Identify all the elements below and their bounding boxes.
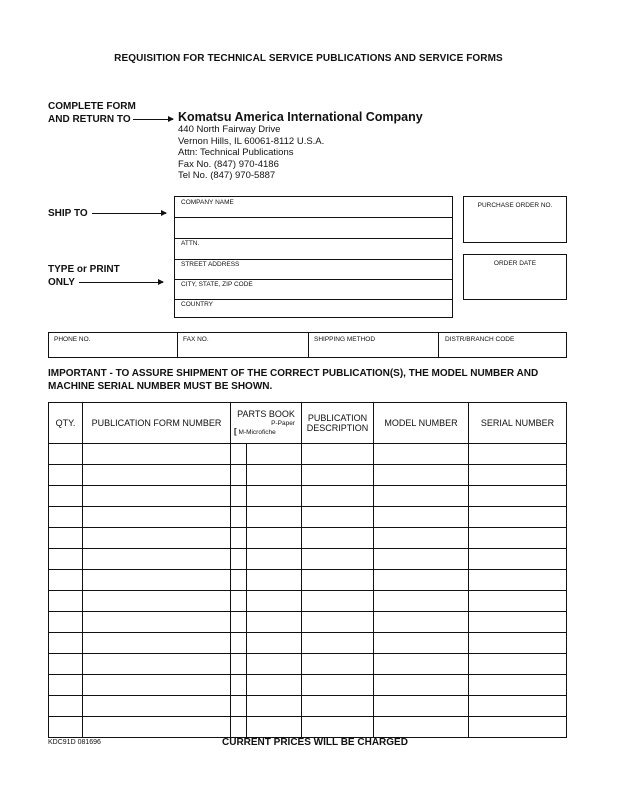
- publication-description-cell[interactable]: [302, 507, 374, 528]
- publication-form-number-header: PUBLICATION FORM NUMBER: [83, 403, 231, 444]
- qty-cell[interactable]: [49, 570, 83, 591]
- company-address: [178, 124, 324, 182]
- field-divider: [175, 299, 452, 300]
- table-row: [49, 717, 567, 738]
- microfiche-cell[interactable]: [247, 591, 302, 612]
- country-field[interactable]: COUNTRY: [181, 301, 214, 308]
- publication-description-header: [302, 403, 374, 444]
- street-address-field[interactable]: STREET ADDRESS: [181, 261, 240, 268]
- paper-cell[interactable]: [231, 675, 247, 696]
- qty-cell[interactable]: [49, 507, 83, 528]
- paper-cell[interactable]: [231, 444, 247, 465]
- shipping-method-field[interactable]: SHIPPING METHOD: [314, 336, 376, 343]
- model-number-cell[interactable]: [374, 549, 469, 570]
- microfiche-cell[interactable]: [247, 444, 302, 465]
- model-number-cell[interactable]: [374, 696, 469, 717]
- table-row: [49, 612, 567, 633]
- paper-cell[interactable]: [231, 717, 247, 738]
- qty-header: QTY.: [49, 403, 83, 444]
- address-line: Fax No. (847) 970-4186: [178, 158, 279, 170]
- publication-form-number-cell[interactable]: [83, 717, 231, 738]
- publication-description-cell[interactable]: [302, 675, 374, 696]
- table-row: [49, 654, 567, 675]
- table-body: [49, 444, 567, 738]
- paper-cell[interactable]: [231, 549, 247, 570]
- microfiche-cell[interactable]: [247, 486, 302, 507]
- microfiche-cell[interactable]: [247, 717, 302, 738]
- bracket-icon: [: [234, 427, 237, 436]
- ship-to-arrow-icon: [92, 213, 166, 214]
- qty-cell[interactable]: [49, 717, 83, 738]
- microfiche-cell[interactable]: [247, 612, 302, 633]
- parts-book-header: [231, 403, 302, 444]
- model-number-cell[interactable]: [374, 654, 469, 675]
- table-row: [49, 549, 567, 570]
- distr-branch-code-field[interactable]: DISTR/BRANCH CODE: [445, 336, 515, 343]
- qty-cell[interactable]: [49, 486, 83, 507]
- city-state-zip-field[interactable]: CITY, STATE, ZIP CODE: [181, 281, 253, 288]
- qty-cell[interactable]: [49, 591, 83, 612]
- paper-cell[interactable]: [231, 570, 247, 591]
- publication-form-number-cell[interactable]: [83, 591, 231, 612]
- model-number-cell[interactable]: [374, 486, 469, 507]
- model-number-cell[interactable]: [374, 633, 469, 654]
- address-line: 440 North Fairway Drive: [178, 124, 281, 135]
- model-number-cell[interactable]: [374, 591, 469, 612]
- publication-form-number-cell[interactable]: [83, 633, 231, 654]
- microfiche-cell[interactable]: [247, 465, 302, 486]
- microfiche-cell[interactable]: [247, 696, 302, 717]
- table-row: [49, 696, 567, 717]
- form-title: REQUISITION FOR TECHNICAL SERVICE PUBLICATIONS AND SERVICE FORMS: [114, 53, 503, 64]
- publication-description-cell[interactable]: [302, 549, 374, 570]
- return-to-label: AND RETURN TO: [48, 114, 131, 125]
- qty-cell[interactable]: [49, 465, 83, 486]
- model-number-cell[interactable]: [374, 612, 469, 633]
- qty-cell[interactable]: [49, 549, 83, 570]
- table-row: [49, 633, 567, 654]
- table-row: [49, 444, 567, 465]
- serial-number-cell[interactable]: [469, 507, 567, 528]
- publication-description-cell[interactable]: [302, 570, 374, 591]
- field-divider: [175, 259, 452, 260]
- microfiche-cell[interactable]: [247, 633, 302, 654]
- qty-cell[interactable]: [49, 654, 83, 675]
- table-row: [49, 486, 567, 507]
- publication-description-cell[interactable]: [302, 486, 374, 507]
- serial-number-cell[interactable]: [469, 444, 567, 465]
- publication-form-number-cell[interactable]: [83, 696, 231, 717]
- qty-cell[interactable]: [49, 675, 83, 696]
- serial-number-cell[interactable]: [469, 528, 567, 549]
- qty-cell[interactable]: [49, 612, 83, 633]
- paper-cell[interactable]: [231, 612, 247, 633]
- table-row: [49, 528, 567, 549]
- important-notice: IMPORTANT - TO ASSURE SHIPMENT OF THE CORRECT PUBLICATION(S), THE MODEL NUMBER AND MACHINE SERIAL NUMBER MUST BE SHOWN.: [48, 368, 539, 392]
- publication-label: PUBLICATION: [307, 413, 368, 423]
- model-number-cell[interactable]: [374, 528, 469, 549]
- serial-number-cell[interactable]: [469, 465, 567, 486]
- publication-form-number-cell[interactable]: [83, 570, 231, 591]
- ship-to-label: SHIP TO: [48, 208, 88, 219]
- paper-cell[interactable]: [231, 528, 247, 549]
- publications-table: [48, 402, 567, 738]
- table-row: [49, 570, 567, 591]
- model-number-cell[interactable]: [374, 465, 469, 486]
- phone-field[interactable]: PHONE NO.: [54, 336, 91, 343]
- type-or-print-label: TYPE or PRINT: [48, 264, 120, 275]
- microfiche-cell[interactable]: [247, 570, 302, 591]
- company-name: Komatsu America International Company: [178, 110, 423, 124]
- type-or-print-arrow-icon: [79, 282, 163, 283]
- address-line: Vernon Hills, IL 60061-8112 U.S.A.: [178, 135, 325, 147]
- paper-cell[interactable]: [231, 465, 247, 486]
- publication-form-number-cell[interactable]: [83, 549, 231, 570]
- publication-description-cell[interactable]: [302, 465, 374, 486]
- field-divider: [308, 333, 309, 357]
- fax-field[interactable]: FAX NO.: [183, 336, 209, 343]
- order-date-label: ORDER DATE: [493, 260, 537, 267]
- microfiche-cell[interactable]: [247, 675, 302, 696]
- publication-form-number-cell[interactable]: [83, 507, 231, 528]
- attn-field[interactable]: ATTN.: [181, 240, 200, 247]
- paper-cell[interactable]: [231, 696, 247, 717]
- prices-note: CURRENT PRICES WILL BE CHARGED: [222, 737, 408, 748]
- parts-book-label: PARTS BOOK: [237, 409, 295, 419]
- publication-form-number-cell[interactable]: [83, 465, 231, 486]
- address-line: Tel No. (847) 970-5887: [178, 170, 276, 181]
- paper-option-label: P-Paper: [271, 420, 295, 427]
- publication-form-number-cell[interactable]: [83, 675, 231, 696]
- return-to-arrow-icon: [133, 119, 173, 120]
- table-row: [49, 591, 567, 612]
- microfiche-cell[interactable]: [247, 507, 302, 528]
- model-number-header: MODEL NUMBER: [374, 403, 469, 444]
- field-divider: [177, 333, 178, 357]
- serial-number-cell[interactable]: [469, 486, 567, 507]
- publication-form-number-cell[interactable]: [83, 654, 231, 675]
- company-name-field[interactable]: COMPANY NAME: [181, 199, 234, 206]
- serial-number-cell[interactable]: [469, 549, 567, 570]
- purchase-order-label: PURCHASE ORDER NO.: [477, 202, 553, 209]
- purchase-order-box[interactable]: [463, 196, 567, 243]
- serial-number-cell[interactable]: [469, 591, 567, 612]
- microfiche-cell[interactable]: [247, 528, 302, 549]
- model-number-cell[interactable]: [374, 507, 469, 528]
- serial-number-cell[interactable]: [469, 654, 567, 675]
- table-header-row: [49, 403, 567, 444]
- publication-description-cell[interactable]: [302, 444, 374, 465]
- field-divider: [438, 333, 439, 357]
- table-row: [49, 675, 567, 696]
- publication-description-cell[interactable]: [302, 717, 374, 738]
- qty-cell[interactable]: [49, 528, 83, 549]
- microfiche-option-label: M-Microfiche: [238, 429, 276, 436]
- publication-description-cell[interactable]: [302, 654, 374, 675]
- address-line: Attn: Technical Publications: [178, 147, 294, 158]
- publication-description-cell[interactable]: [302, 696, 374, 717]
- publication-description-cell[interactable]: [302, 528, 374, 549]
- serial-number-cell[interactable]: [469, 675, 567, 696]
- qty-cell[interactable]: [49, 444, 83, 465]
- serial-number-header: SERIAL NUMBER: [469, 403, 567, 444]
- paper-cell[interactable]: [231, 654, 247, 675]
- paper-cell[interactable]: [231, 591, 247, 612]
- form-code: KDC91D 081696: [48, 739, 101, 746]
- publication-form-number-cell[interactable]: [83, 486, 231, 507]
- contact-info-row: [48, 332, 567, 358]
- serial-number-cell[interactable]: [469, 570, 567, 591]
- serial-number-cell[interactable]: [469, 717, 567, 738]
- model-number-cell[interactable]: [374, 444, 469, 465]
- model-number-cell[interactable]: [374, 717, 469, 738]
- qty-cell[interactable]: [49, 696, 83, 717]
- model-number-cell[interactable]: [374, 675, 469, 696]
- serial-number-cell[interactable]: [469, 633, 567, 654]
- paper-cell[interactable]: [231, 633, 247, 654]
- publication-form-number-cell[interactable]: [83, 528, 231, 549]
- publication-description-cell[interactable]: [302, 633, 374, 654]
- table-row: [49, 465, 567, 486]
- table-row: [49, 507, 567, 528]
- microfiche-option: [231, 428, 301, 437]
- publication-description-cell[interactable]: [302, 612, 374, 633]
- microfiche-cell[interactable]: [247, 654, 302, 675]
- microfiche-cell[interactable]: [247, 549, 302, 570]
- field-divider: [175, 217, 452, 218]
- serial-number-cell[interactable]: [469, 696, 567, 717]
- paper-cell[interactable]: [231, 507, 247, 528]
- model-number-cell[interactable]: [374, 570, 469, 591]
- description-label: DESCRIPTION: [306, 423, 369, 433]
- complete-form-label: COMPLETE FORM: [48, 101, 136, 112]
- ship-to-address-box: [174, 196, 453, 318]
- serial-number-cell[interactable]: [469, 612, 567, 633]
- qty-cell[interactable]: [49, 633, 83, 654]
- publication-form-number-cell[interactable]: [83, 612, 231, 633]
- publication-description-cell[interactable]: [302, 591, 374, 612]
- only-label: ONLY: [48, 277, 75, 288]
- publication-form-number-cell[interactable]: [83, 444, 231, 465]
- paper-cell[interactable]: [231, 486, 247, 507]
- field-divider: [175, 238, 452, 239]
- field-divider: [175, 279, 452, 280]
- order-date-box[interactable]: [463, 254, 567, 300]
